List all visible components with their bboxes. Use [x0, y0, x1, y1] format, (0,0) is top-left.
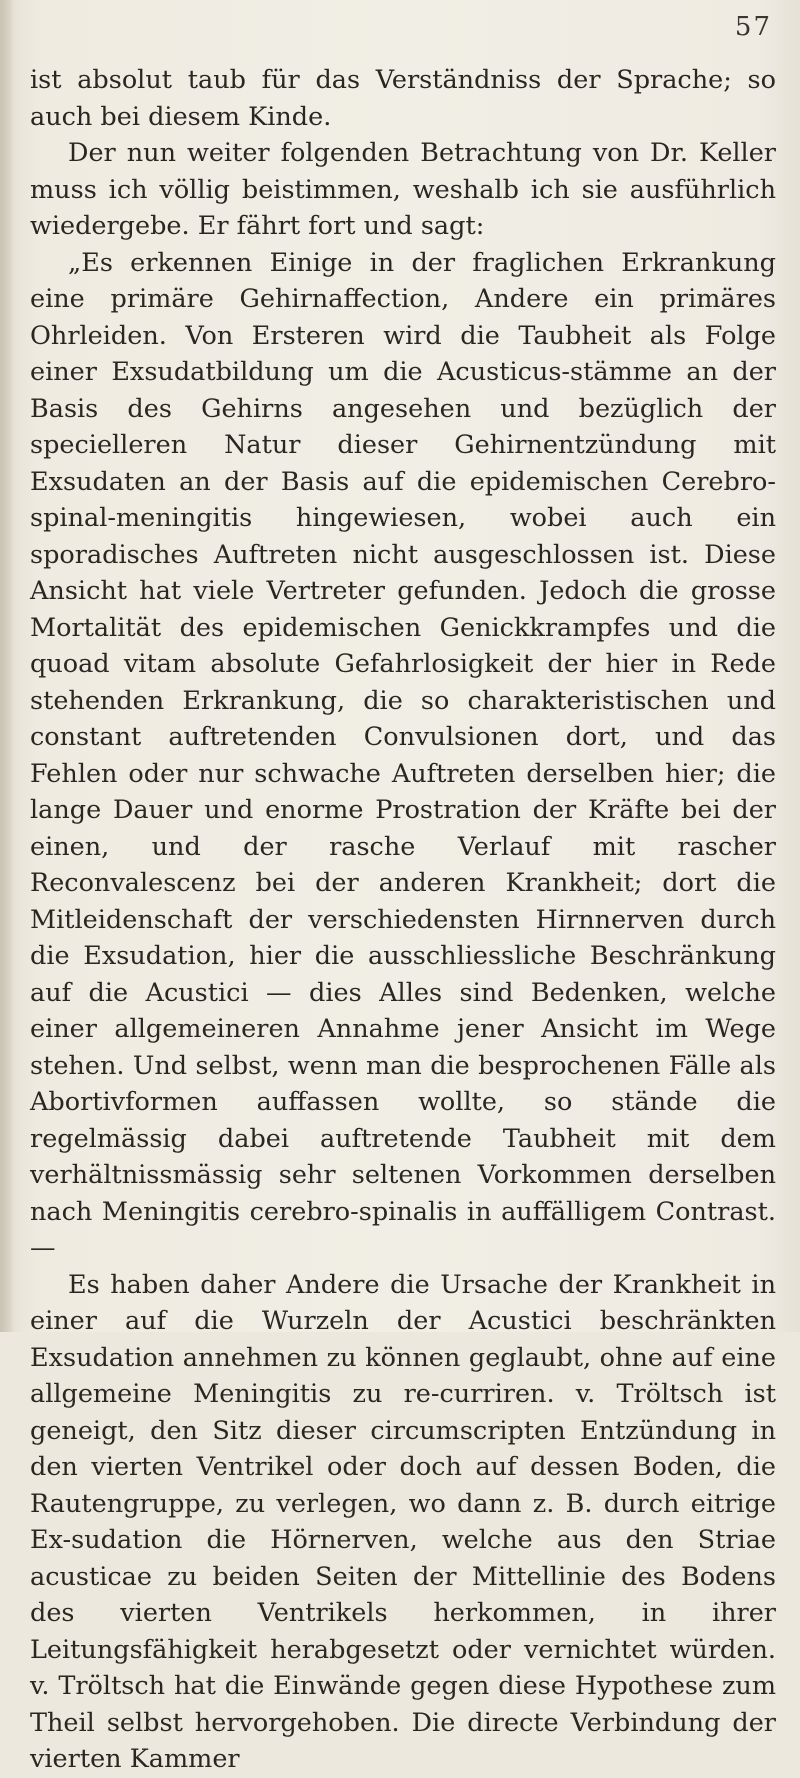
- body-text: [30, 62, 776, 1778]
- paragraph-keller-intro: Der nun weiter folgenden Betrachtung von Dr. Keller muss ich völlig beistimmen, weshalb ich sie ausführlich wiedergebe. Er fährt fort und sagt:: [30, 138, 776, 241]
- binding-shadow: [0, 0, 14, 1332]
- page-number: 57: [734, 12, 772, 42]
- paragraph-troeltsch: Es haben daher Andere die Ursache der Krankheit in einer auf die Wurzeln der Acustici beschränkten Exsudation annehmen zu können geglaubt, ohne auf eine allgemeine Meningitis zu re-curriren. v. Tröltsch ist geneigt, den Sitz dieser circumscripten Entzündung in den vierten Ventrikel oder doch auf dessen Boden, die Rautengruppe, zu verlegen, wo dann z. B. durch eitrige Ex-sudation die Hörnerven, welche aus den Striae acusticae zu beiden Seiten der Mittellinie des Bodens des vierten Ventrikels herkommen, in ihrer Leitungsfähigkeit herabgesetzt oder vernichtet würden. v. Tröltsch hat die Einwände gegen diese Hypothese zum Theil selbst hervorgehoben. Die directe Verbindung der vierten Kammer: [30, 1269, 776, 1774]
- paragraph-continuation: ist absolut taub für das Verständniss der Sprache; so auch bei diesem Kinde.: [30, 65, 776, 132]
- paragraph-quotation: „Es erkennen Einige in der fraglichen Erkrankung eine primäre Gehirnaffection, Andere ein primäres Ohrleiden. Von Ersteren wird die Taubheit als Folge einer Exsudatbildung um die Acusticus-stämme an der Basis des Gehirns angesehen und bezüglich der specielleren Natur dieser Gehirnentzündung mit Exsudaten an der Basis auf die epidemischen Cerebro-spinal-meningitis hingewiesen, wobei auch ein sporadisches Auftreten nicht ausgeschlossen ist. Diese Ansicht hat viele Vertreter gefunden. Jedoch die grosse Mortalität des epidemischen Genickkrampfes und die quoad vitam absolute Gefahrlosigkeit der hier in Rede stehenden Erkrankung, die so charakteristischen und constant auftretenden Convulsionen dort, und das Fehlen oder nur schwache Auftreten derselben hier; die lange Dauer und enorme Prostration der Kräfte bei der einen, und der rasche Verlauf mit rascher Reconvalescenz bei der anderen Krankheit; dort die Mitleidenschaft der verschiedensten Hirnnerven durch die Exsudation, hier die ausschliessliche Beschränkung auf die Acustici — dies Alles sind Bedenken, welche einer allgemeineren Annahme jener Ansicht im Wege stehen. Und selbst, wenn man die besprochenen Fälle als Abortivformen auffassen wollte, so stände die regelmässig dabei auftretende Taubheit mit dem verhältnissmässig sehr seltenen Vorkommen derselben nach Meningitis cerebro-spinalis in auffälligem Contrast. —: [30, 247, 776, 1263]
